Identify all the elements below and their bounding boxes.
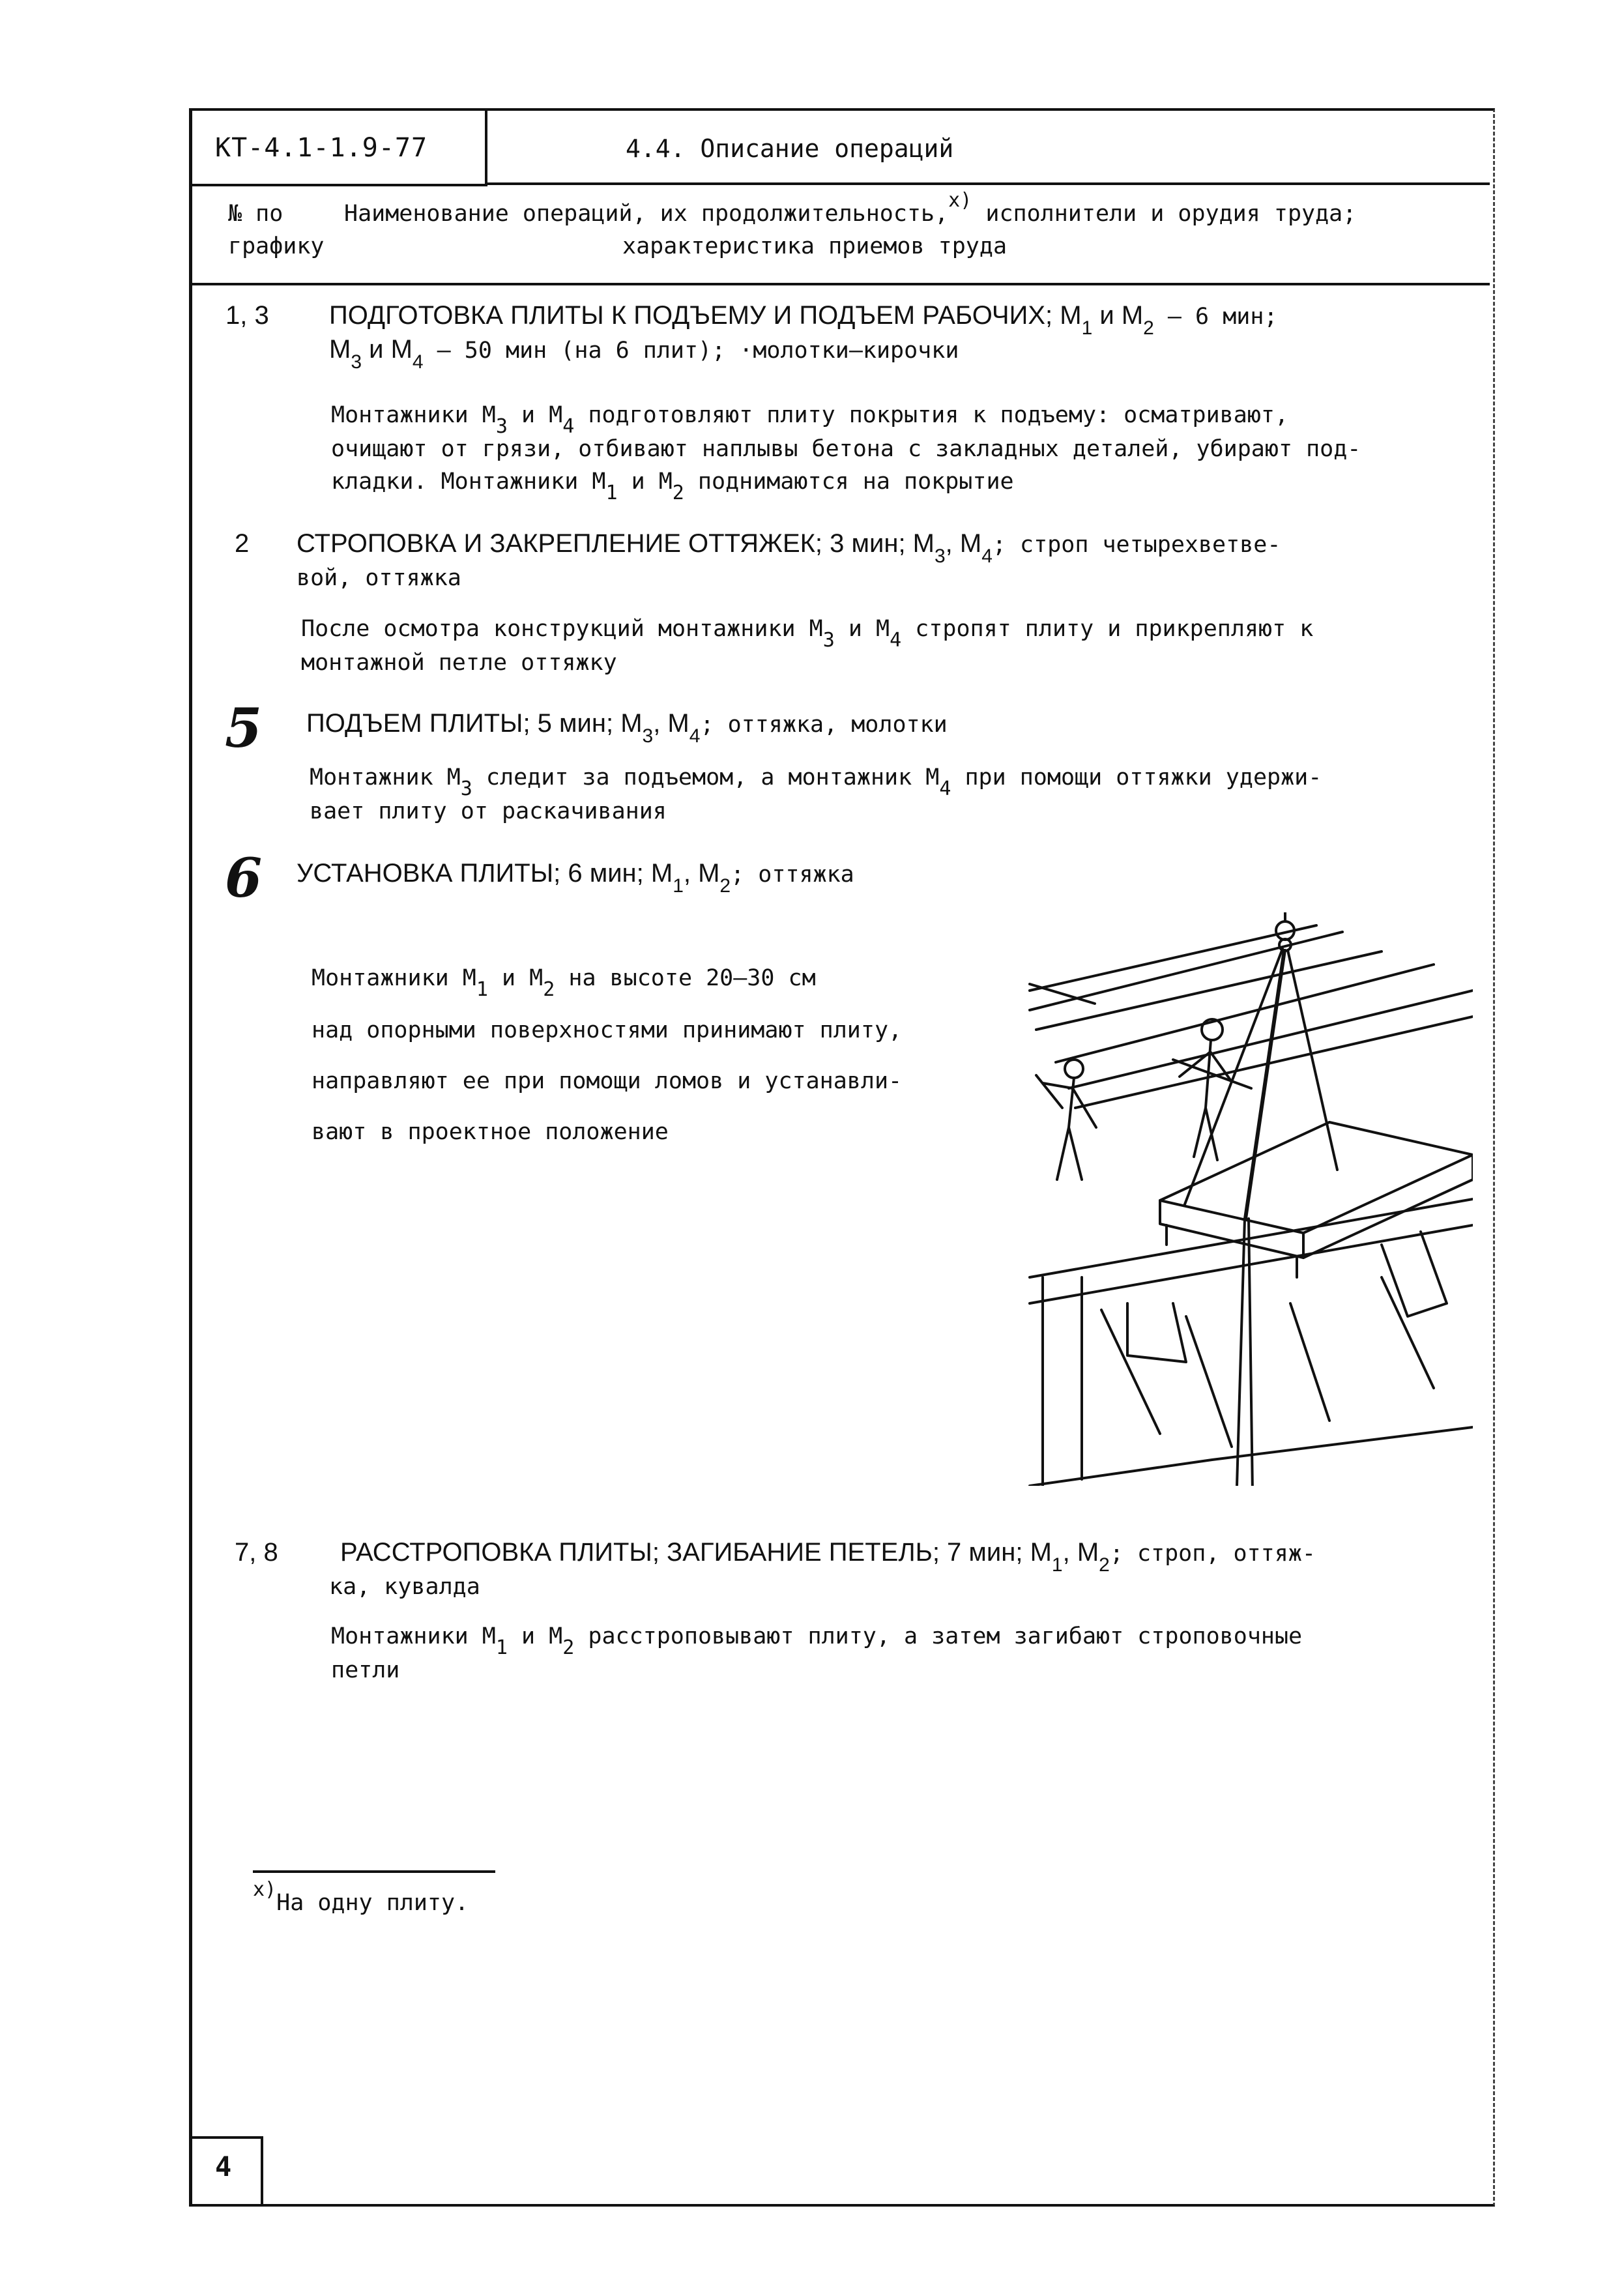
op-description: Монтажники М1 и М2 расстроповывают плиту, а затем загибают строповочные петли <box>331 1623 1303 1683</box>
footnote: x)На одну плиту. <box>253 1878 469 1916</box>
op-description: Монтажники М3 и М4 подготовляют плиту покрытия к подъему: осматривают, очищают от грязи, отбивают наплывы бетона с закладных деталей, убирают под- кладки. Монтажники М1 и М2 поднимаются на покрытие <box>331 402 1361 504</box>
column-header-rule <box>189 283 1490 285</box>
op-title: РАССТРОПОВКА ПЛИТЫ; ЗАГИБАНИЕ ПЕТЕЛЬ; 7 мин; $М_1$, $М_2$; строп, оттяж- <box>340 1538 1316 1576</box>
col-num-header-1: № по <box>228 201 283 227</box>
op-title: ПОДГОТОВКА ПЛИТЫ К ПОДЪЕМУ И ПОДЪЕМ РАБОЧИХ; $М_1$ и $М_2 - 6$ мин; <box>329 301 1278 339</box>
doc-code: КТ-4.1-1.9-77 <box>215 133 428 163</box>
op-description: После осмотра конструкций монтажники М3 и М4 стропят плиту и прикрепляют к монтажной петле оттяжку <box>301 616 1314 676</box>
worker-m4-icon <box>1173 1019 1251 1160</box>
op-number: 2 <box>235 529 250 558</box>
col-desc-header-1: Наименование операций, их продолжительность,x) исполнители и орудия труда; <box>344 189 1357 227</box>
op-number: 1, 3 <box>225 301 269 330</box>
op-title-line2: $М_3$ и $М_4 - 50$ мин (на 6 плит); ·молотки–кирочки <box>329 335 959 373</box>
section-title: 4.4. Описание операций <box>626 134 954 163</box>
op-number: 5 <box>225 697 263 760</box>
footnote-rule <box>253 1870 495 1873</box>
op-description: Монтажники М1 и М2 на высоте 20–30 см над опорными поверхностями принимают плиту, направляют ее при помощи ломов и устанавли- вают в проектное положение <box>312 965 903 1145</box>
op-number: 7, 8 <box>235 1538 278 1567</box>
op-title: СТРОПОВКА И ЗАКРЕПЛЕНИЕ ОТТЯЖЕК; 3 мин; $М_3$, $М_4$; строп четырехветве- <box>297 529 1281 567</box>
op-title-line2: вой, оттяжка <box>297 565 461 591</box>
roof-purlins <box>1030 925 1473 1108</box>
col-desc-header-2: характеристика приемов труда <box>622 233 1008 259</box>
op-description: Монтажник М3 следит за подъемом, а монтажник М4 при помощи оттяжки удержи- вает плиту от раскачивания <box>310 764 1322 824</box>
worker-m3-icon <box>1036 1060 1096 1180</box>
header-rule <box>485 182 1490 185</box>
op-number: 6 <box>225 847 263 910</box>
op-title-line2: ка, кувалда <box>329 1574 480 1600</box>
page-number: 4 <box>215 2151 232 2182</box>
op-title: ПОДЪЕМ ПЛИТЫ; 5 мин; $М_3$, $М_4$; оттяжка, молотки <box>306 709 948 747</box>
op-title: УСТАНОВКА ПЛИТЫ; 6 мин; $М_1$, $М_2$; оттяжка <box>297 859 854 897</box>
crane-lifting-slab-illustration <box>1017 912 1473 1486</box>
col-num-header-2: графику <box>228 233 325 259</box>
